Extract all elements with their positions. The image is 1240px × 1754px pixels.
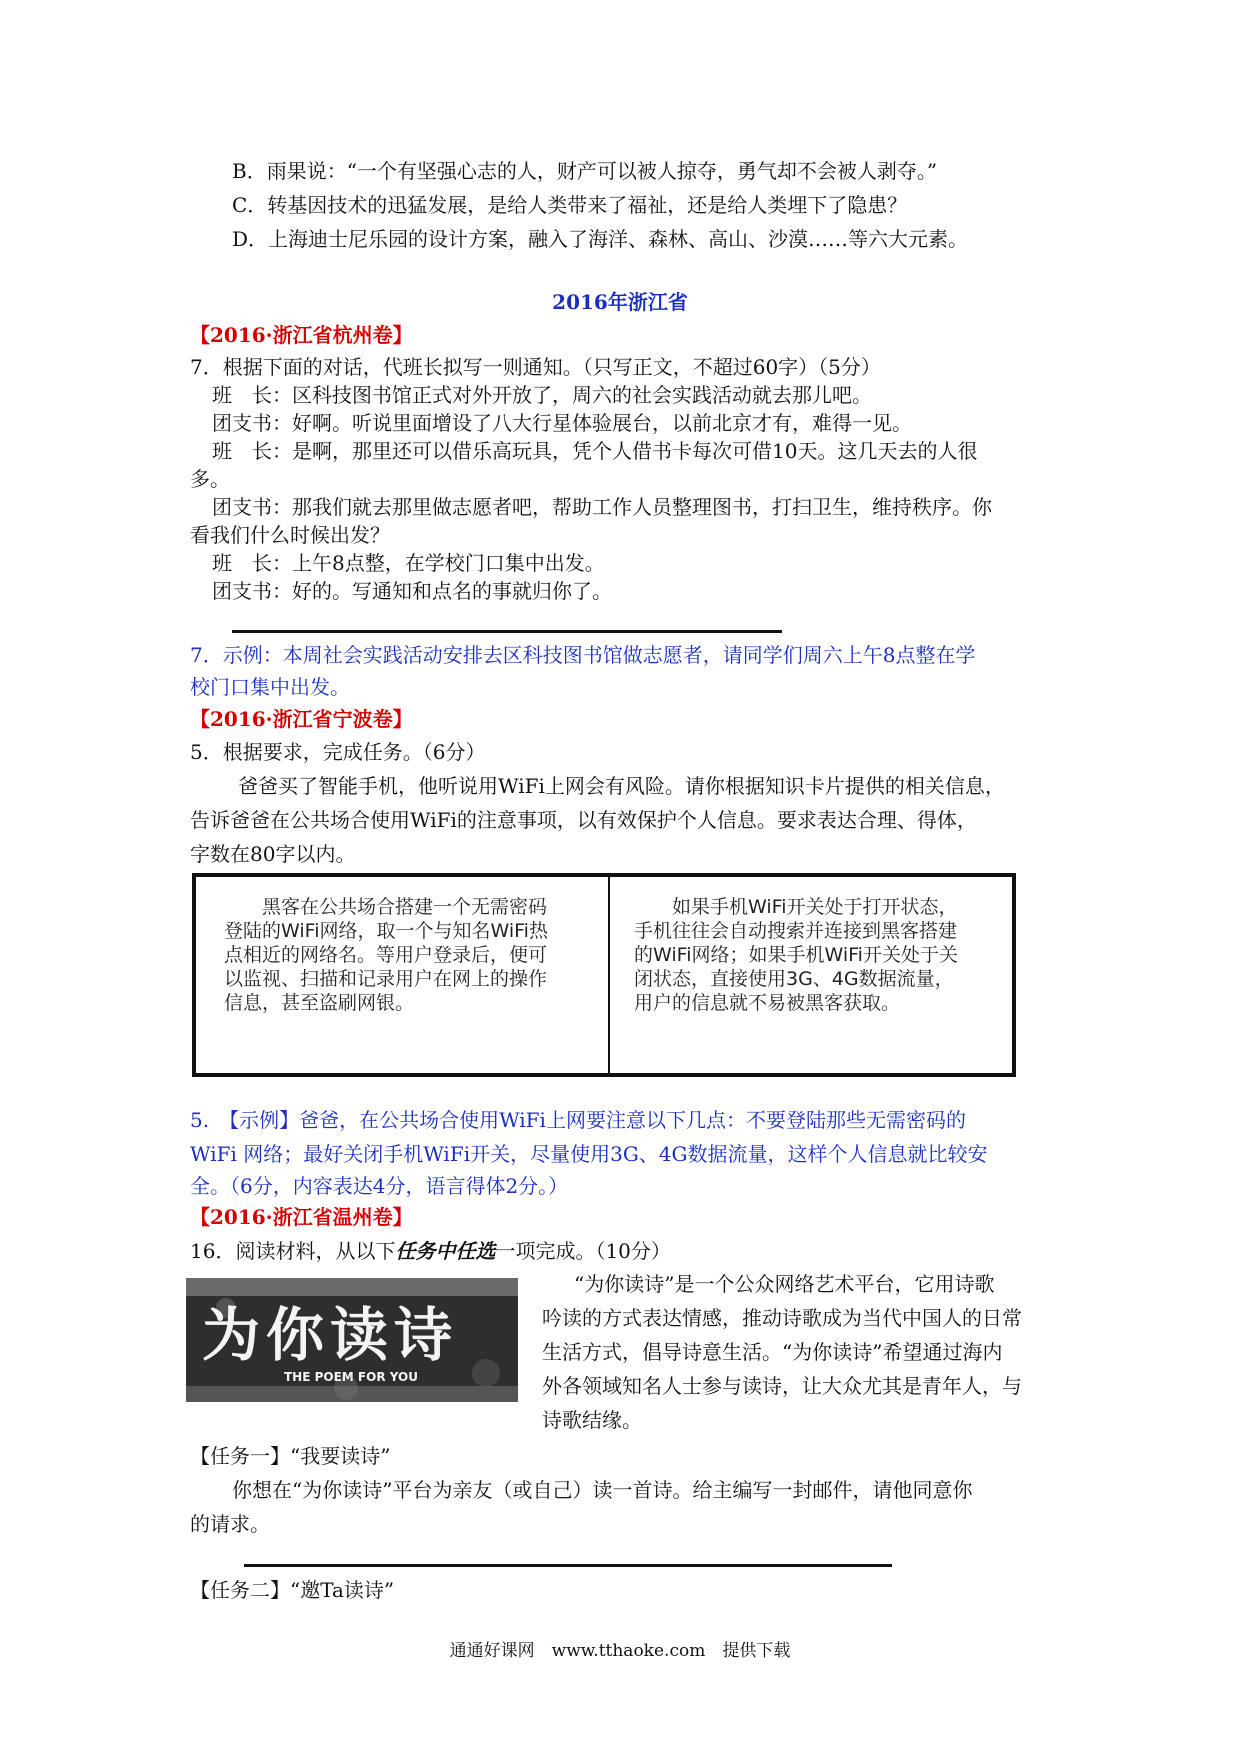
reading-line-5: 诗歌结缘。 xyxy=(542,1408,642,1432)
ningbo-question: 5．根据要求，完成任务。（6分） xyxy=(190,740,486,764)
option-b: B．雨果说：“一个有坚强心志的人，财产可以被人掠夺，勇气却不会被人剥夺。” xyxy=(232,159,938,183)
poem-for-you-logo xyxy=(186,1278,518,1402)
reading-line-4: 外各领域知名人士参与读诗，让大众尤其是青年人，与 xyxy=(542,1374,1022,1398)
dialogue-line-4-cont: 看我们什么时候出发？ xyxy=(190,523,390,547)
dialogue-line-3-cont: 多。 xyxy=(190,467,230,491)
logo-subtitle: THE POEM FOR YOU xyxy=(284,1370,418,1384)
dialogue-line-1: 班 长：区科技图书馆正式对外开放了，周六的社会实践活动就去那儿吧。 xyxy=(212,383,872,407)
wenzhou-question xyxy=(190,1237,671,1265)
ningbo-label: 【2016·浙江省宁波卷】 xyxy=(190,707,413,731)
hangzhou-answer: 7．示例：本周社会实践活动安排去区科技图书馆做志愿者，请同学们周六上午8点整在学 xyxy=(190,643,976,667)
dialogue-line-6: 团支书：好的。写通知和点名的事就归你了。 xyxy=(212,579,612,603)
ningbo-answer-end: 全。（6分，内容表达4分，语言得体2分。） xyxy=(190,1174,569,1198)
question-emphasis: 任务中任选 xyxy=(395,1239,496,1263)
wenzhou-label: 【2016·浙江省温州卷】 xyxy=(190,1205,413,1229)
task-two-title: 【任务二】“邀Ta读诗” xyxy=(190,1578,395,1602)
card-divider xyxy=(608,877,610,1073)
card-right-text: 如果手机WiFi开关处于打开状态，手机往往会自动搜索并连接到黑客搭建的WiFi网络；如果手机WiFi开关处于关闭状态，直接使用3G、4G数据流量，用户的信息就不易被黑客获取。 xyxy=(634,896,958,1014)
dialogue-line-4: 团支书：那我们就去那里做志愿者吧，帮助工作人员整理图书，打扫卫生，维持秩序。你 xyxy=(212,495,992,519)
section-title: 2016年浙江省 xyxy=(552,290,688,314)
card-left-text: 黑客在公共场合搭建一个无需密码登陆的WiFi网络，取一个与知名WiFi热点相近的网络名。等用户登录后，便可以监视、扫描和记录用户在网上的操作信息，甚至盗刷网银。 xyxy=(224,896,548,1014)
hangzhou-answer-cont: 校门口集中出发。 xyxy=(190,675,350,699)
ningbo-answer: 5. 【示例】爸爸，在公共场合使用WiFi上网要注意以下几点：不要登陆那些无需密码的 xyxy=(190,1108,966,1132)
reading-line-3: 生活方式，倡导诗意生活。“为你读诗”希望通过海内 xyxy=(542,1340,1003,1364)
dialogue-line-5: 班 长：上午8点整，在学校门口集中出发。 xyxy=(212,551,605,575)
ningbo-prompt-1: 爸爸买了智能手机，他听说用WiFi上网会有风险。请你根据知识卡片提供的相关信息， xyxy=(238,774,1005,798)
question-suffix: 一项完成。（10分） xyxy=(495,1239,671,1263)
task-one-title: 【任务一】“我要读诗” xyxy=(190,1444,391,1468)
ningbo-prompt-2: 告诉爸爸在公共场合使用WiFi的注意事项，以有效保护个人信息。要求表达合理、得体， xyxy=(190,808,977,832)
ningbo-answer-cont: WiFi 网络；最好关闭手机WiFi开关，尽量使用3G、4G数据流量，这样个人信息就比较安 xyxy=(190,1142,988,1166)
page-footer: 通通好课网 www.tthaoke.com 提供下载 xyxy=(449,1641,791,1661)
dialogue-line-2: 团支书：好啊。听说里面增设了八大行星体验展台，以前北京才有，难得一见。 xyxy=(212,411,912,435)
hangzhou-question: 7．根据下面的对话，代班长拟写一则通知。（只写正文，不超过60字）（5分） xyxy=(190,355,881,379)
question-prefix: 16．阅读材料，从以下 xyxy=(190,1239,396,1263)
task-one-text-cont: 的请求。 xyxy=(190,1512,270,1536)
reading-line-1: “为你读诗”是一个公众网络艺术平台，它用诗歌 xyxy=(574,1272,995,1296)
option-c: C．转基因技术的迅猛发展，是给人类带来了福祉，还是给人类埋下了隐患？ xyxy=(232,193,908,217)
hangzhou-label: 【2016·浙江省杭州卷】 xyxy=(190,323,413,347)
logo-title: 为你读诗 xyxy=(202,1301,459,1369)
option-d: D．上海迪士尼乐园的设计方案，融入了海洋、森林、高山、沙漠……等六大元素。 xyxy=(232,227,969,251)
task-one-text: 你想在“为你读诗”平台为亲友（或自己）读一首诗。给主编写一封邮件，请他同意你 xyxy=(232,1478,973,1502)
knowledge-card xyxy=(192,873,1016,1077)
answer-line xyxy=(232,630,782,633)
dialogue-line-3: 班 长：是啊，那里还可以借乐高玩具，凭个人借书卡每次可借10天。这几天去的人很 xyxy=(212,439,978,463)
ningbo-prompt-3: 字数在80字以内。 xyxy=(190,842,356,866)
reading-line-2: 吟读的方式表达情感，推动诗歌成为当代中国人的日常 xyxy=(542,1306,1022,1330)
task-answer-line xyxy=(244,1564,892,1567)
